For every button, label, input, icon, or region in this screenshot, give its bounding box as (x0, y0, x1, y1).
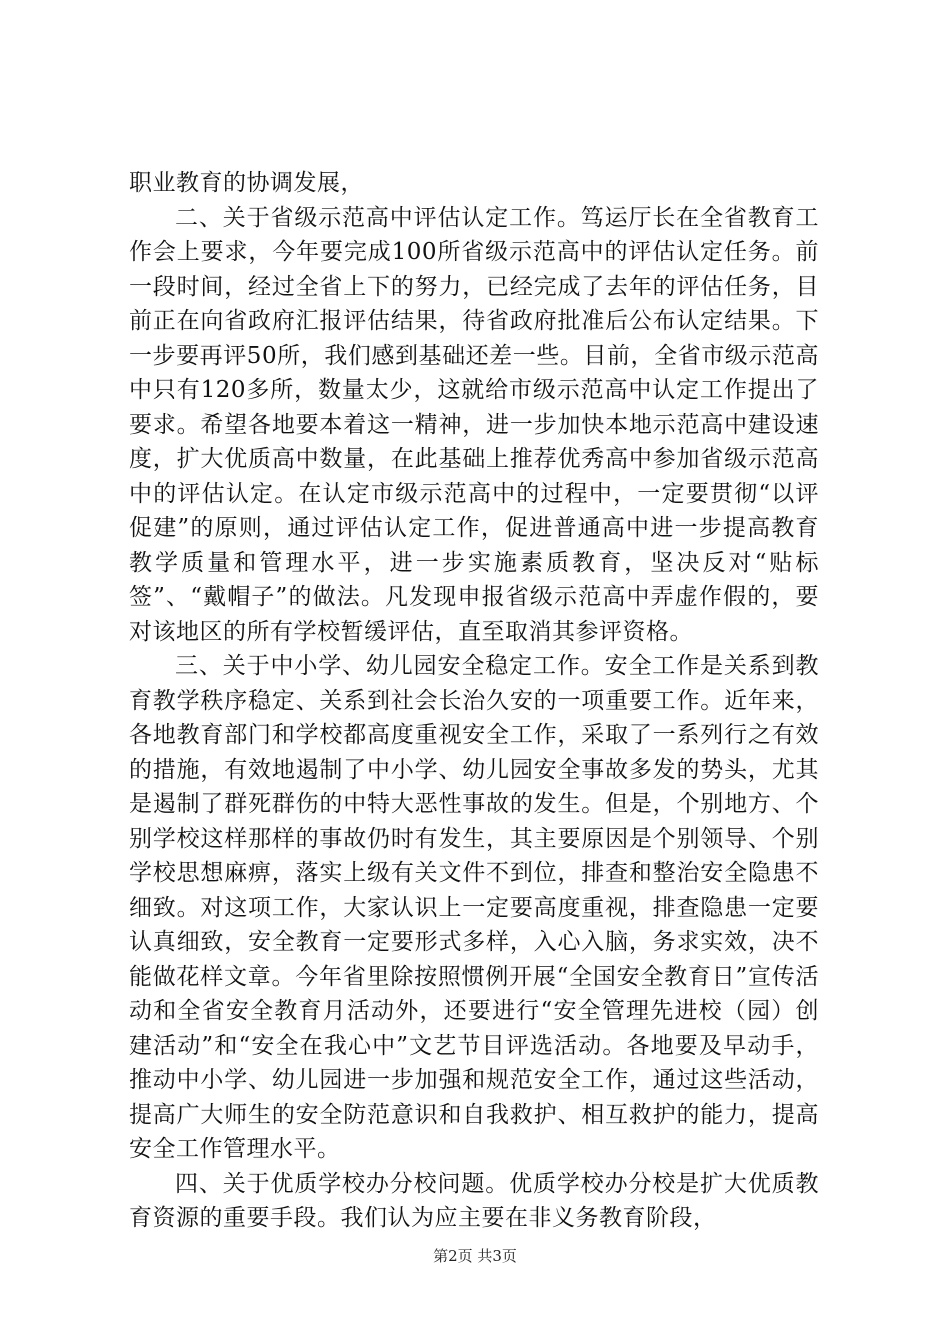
paragraph-continuation: 职业教育的协调发展， (129, 170, 364, 196)
paragraph-section-three: 三、关于中小学、幼儿园安全稳定工作。安全工作是关系到教育教学秩序稳定、关系到社会长治久安的一项重要工作。近年来，各地教育部门和学校都高度重视安全工作，采取了一系列行之有效的措施，有效地遏制了中小学、幼儿园安全事故多发的势头，尤其是遏制了群死群伤的中特大恶性事故的发生。但是，个别地方、个别学校这样那样的事故仍时有发生，其主要原因是个别领导、个别学校思想麻痹，落实上级有关文件不到位，排查和整治安全隐患不细致。对这项工作，大家认识上一定要高度重视，排查隐患一定要认真细致，安全教育一定要形式多样，入心入脑，务求实效，决不能做花样文章。今年省里除按照惯例开展“全国安全教育日”宣传活动和全省安全教育月活动外，还要进行“安全管理先进校（园）创建活动”和“安全在我心中”文艺节目评选活动。各地要及早动手，推动中小学、幼儿园进一步加强和规范安全工作，通过这些活动，提高广大师生的安全防范意识和自我救护、相互救护的能力，提高安全工作管理水平。 (129, 653, 819, 1162)
document-body (129, 166, 819, 1236)
paragraph-section-two: 二、关于省级示范高中评估认定工作。笃运厅长在全省教育工作会上要求，今年要完成100所省级示范高中的评估认定任务。前一段时间，经过全省上下的努力，已经完成了去年的评估任务，目前正在向省政府汇报评估结果，待省政府批准后公布认定结果。下一步要再评50所，我们感到基础还差一些。目前，全省市级示范高中只有120多所，数量太少，这就给市级示范高中认定工作提出了要求。希望各地要本着这一精神，进一步加快本地示范高中建设速度，扩大优质高中数量，在此基础上推荐优秀高中参加省级示范高中的评估认定。在认定市级示范高中的过程中，一定要贯彻“以评促建”的原则，通过评估认定工作，促进普通高中进一步提高教育教学质量和管理水平，进一步实施素质教育，坚决反对“贴标签”、“戴帽子”的做法。凡发现申报省级示范高中弄虚作假的，要对该地区的所有学校暂缓评估，直至取消其参评资格。 (129, 204, 819, 645)
page-number-footer: 第2页 共3页 (433, 1247, 517, 1265)
paragraph-section-four: 四、关于优质学校办分校问题。优质学校办分校是扩大优质教育资源的重要手段。我们认为应主要在非义务教育阶段， (129, 1170, 819, 1231)
